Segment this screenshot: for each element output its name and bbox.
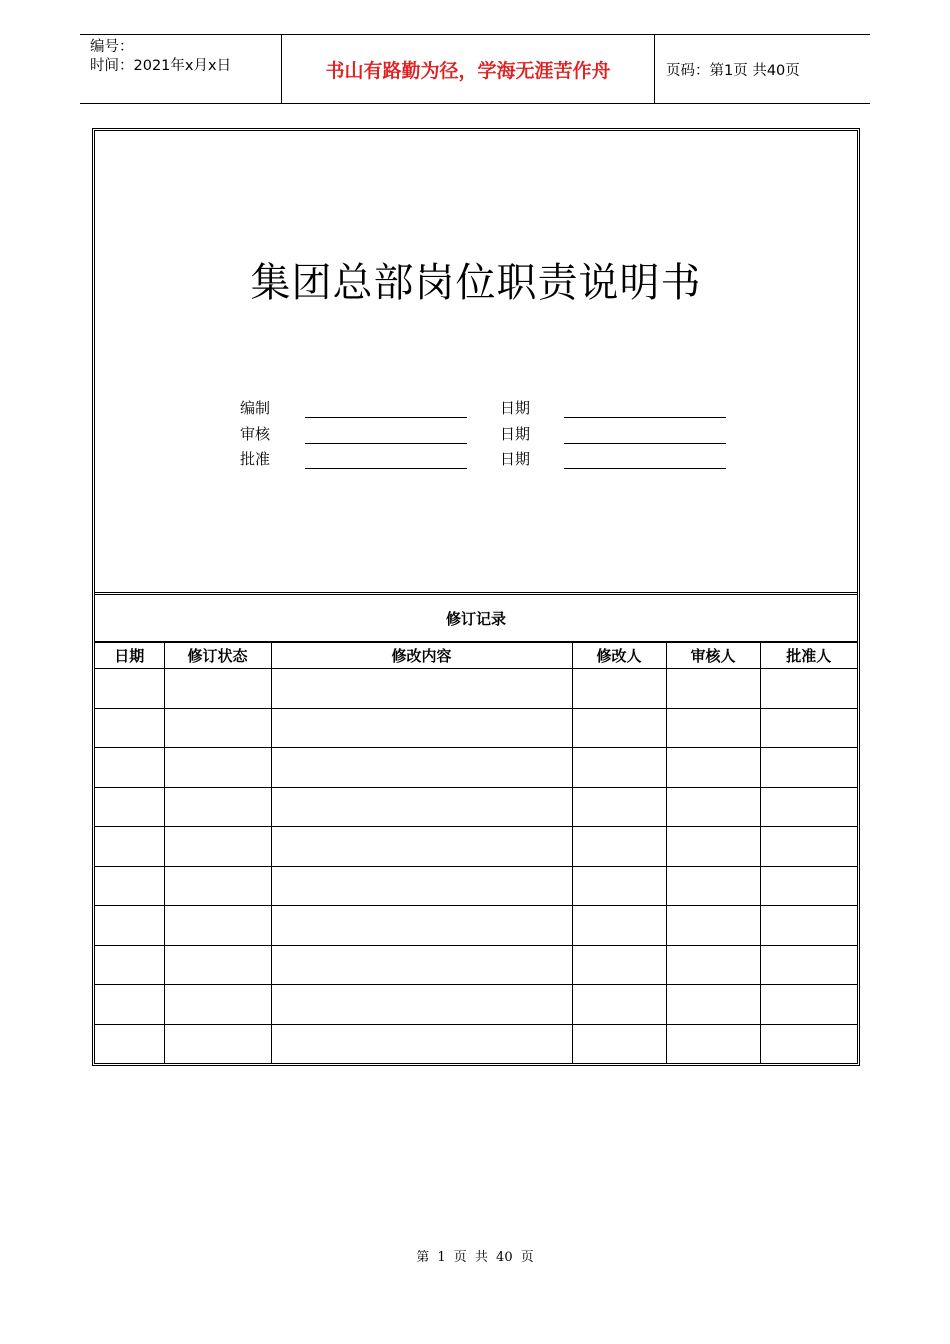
- column-header-revision-status: 修订状态: [164, 643, 271, 669]
- table-cell: [572, 866, 666, 906]
- table-cell: [572, 748, 666, 788]
- revision-header-row: [95, 643, 857, 669]
- signature-label-review: 审核: [240, 425, 271, 443]
- signature-label-approve: 批准: [240, 450, 271, 468]
- signature-line-review: [305, 443, 467, 444]
- table-cell: [164, 866, 271, 906]
- table-cell: [95, 906, 164, 946]
- table-cell: [164, 787, 271, 827]
- table-cell: [164, 669, 271, 709]
- table-cell: [164, 708, 271, 748]
- table-row: [95, 669, 857, 709]
- table-row: [95, 985, 857, 1025]
- document-number-label: 编号：: [90, 39, 134, 55]
- column-header-reviewer: 审核人: [666, 643, 760, 669]
- table-cell: [572, 669, 666, 709]
- table-cell: [271, 1024, 572, 1063]
- table-cell: [271, 985, 572, 1025]
- table-cell: [95, 866, 164, 906]
- table-cell: [95, 827, 164, 867]
- table-cell: [666, 866, 760, 906]
- table-cell: [666, 906, 760, 946]
- header-meta: [80, 35, 282, 103]
- table-row: [95, 906, 857, 946]
- table-cell: [760, 945, 857, 985]
- revision-record-title: 修订记录: [95, 597, 857, 642]
- table-cell: [572, 906, 666, 946]
- table-cell: [164, 945, 271, 985]
- table-row: [95, 748, 857, 788]
- section-divider: [95, 592, 857, 595]
- date-line-review: [564, 443, 726, 444]
- table-cell: [760, 748, 857, 788]
- table-cell: [572, 787, 666, 827]
- table-cell: [666, 827, 760, 867]
- table-row: [95, 708, 857, 748]
- table-cell: [271, 708, 572, 748]
- table-cell: [164, 827, 271, 867]
- date-label-review: 日期: [500, 425, 531, 443]
- date-line-compile: [564, 417, 726, 418]
- table-cell: [666, 1024, 760, 1063]
- table-cell: [666, 748, 760, 788]
- table-cell: [164, 748, 271, 788]
- table-cell: [271, 866, 572, 906]
- column-header-approver: 批准人: [760, 643, 857, 669]
- column-header-modifier: 修改人: [572, 643, 666, 669]
- table-cell: [572, 945, 666, 985]
- table-cell: [760, 787, 857, 827]
- table-cell: [666, 787, 760, 827]
- date-line-approve: [564, 468, 726, 469]
- table-cell: [760, 1024, 857, 1063]
- document-title: 集团总部岗位职责说明书: [250, 260, 702, 306]
- signature-line-approve: [305, 468, 467, 469]
- table-row: [95, 866, 857, 906]
- table-cell: [95, 748, 164, 788]
- revision-table: [95, 642, 857, 1063]
- table-cell: [760, 985, 857, 1025]
- table-cell: [95, 787, 164, 827]
- page-header: [80, 34, 870, 104]
- table-cell: [760, 708, 857, 748]
- table-cell: [164, 1024, 271, 1063]
- table-cell: [271, 906, 572, 946]
- table-cell: [760, 866, 857, 906]
- table-cell: [271, 787, 572, 827]
- signature-label-compile: 编制: [240, 399, 271, 417]
- table-cell: [164, 906, 271, 946]
- table-cell: [760, 827, 857, 867]
- table-cell: [666, 985, 760, 1025]
- table-cell: [95, 669, 164, 709]
- header-page-info: 页码：第1页 共40页: [666, 62, 800, 79]
- table-cell: [95, 985, 164, 1025]
- table-cell: [666, 945, 760, 985]
- cover-frame: [92, 128, 860, 1066]
- table-cell: [572, 1024, 666, 1063]
- table-cell: [271, 748, 572, 788]
- column-header-change-content: 修改内容: [271, 643, 572, 669]
- table-cell: [760, 669, 857, 709]
- table-cell: [164, 985, 271, 1025]
- table-cell: [271, 827, 572, 867]
- signature-line-compile: [305, 417, 467, 418]
- table-cell: [271, 945, 572, 985]
- page-footer: 第 1 页 共 40 页: [416, 1250, 534, 1265]
- table-cell: [572, 708, 666, 748]
- table-cell: [666, 708, 760, 748]
- table-row: [95, 827, 857, 867]
- document-time-label: 时间：2021年x月x日: [90, 58, 232, 74]
- table-cell: [95, 945, 164, 985]
- table-row: [95, 1024, 857, 1063]
- table-cell: [666, 669, 760, 709]
- table-row: [95, 787, 857, 827]
- table-cell: [572, 827, 666, 867]
- table-cell: [95, 1024, 164, 1063]
- date-label-compile: 日期: [500, 399, 531, 417]
- table-cell: [572, 985, 666, 1025]
- table-cell: [95, 708, 164, 748]
- header-motto: 书山有路勤为径，学海无涯苦作舟: [282, 35, 655, 103]
- table-row: [95, 945, 857, 985]
- table-cell: [760, 906, 857, 946]
- table-cell: [271, 669, 572, 709]
- date-label-approve: 日期: [500, 450, 531, 468]
- column-header-date: 日期: [95, 643, 164, 669]
